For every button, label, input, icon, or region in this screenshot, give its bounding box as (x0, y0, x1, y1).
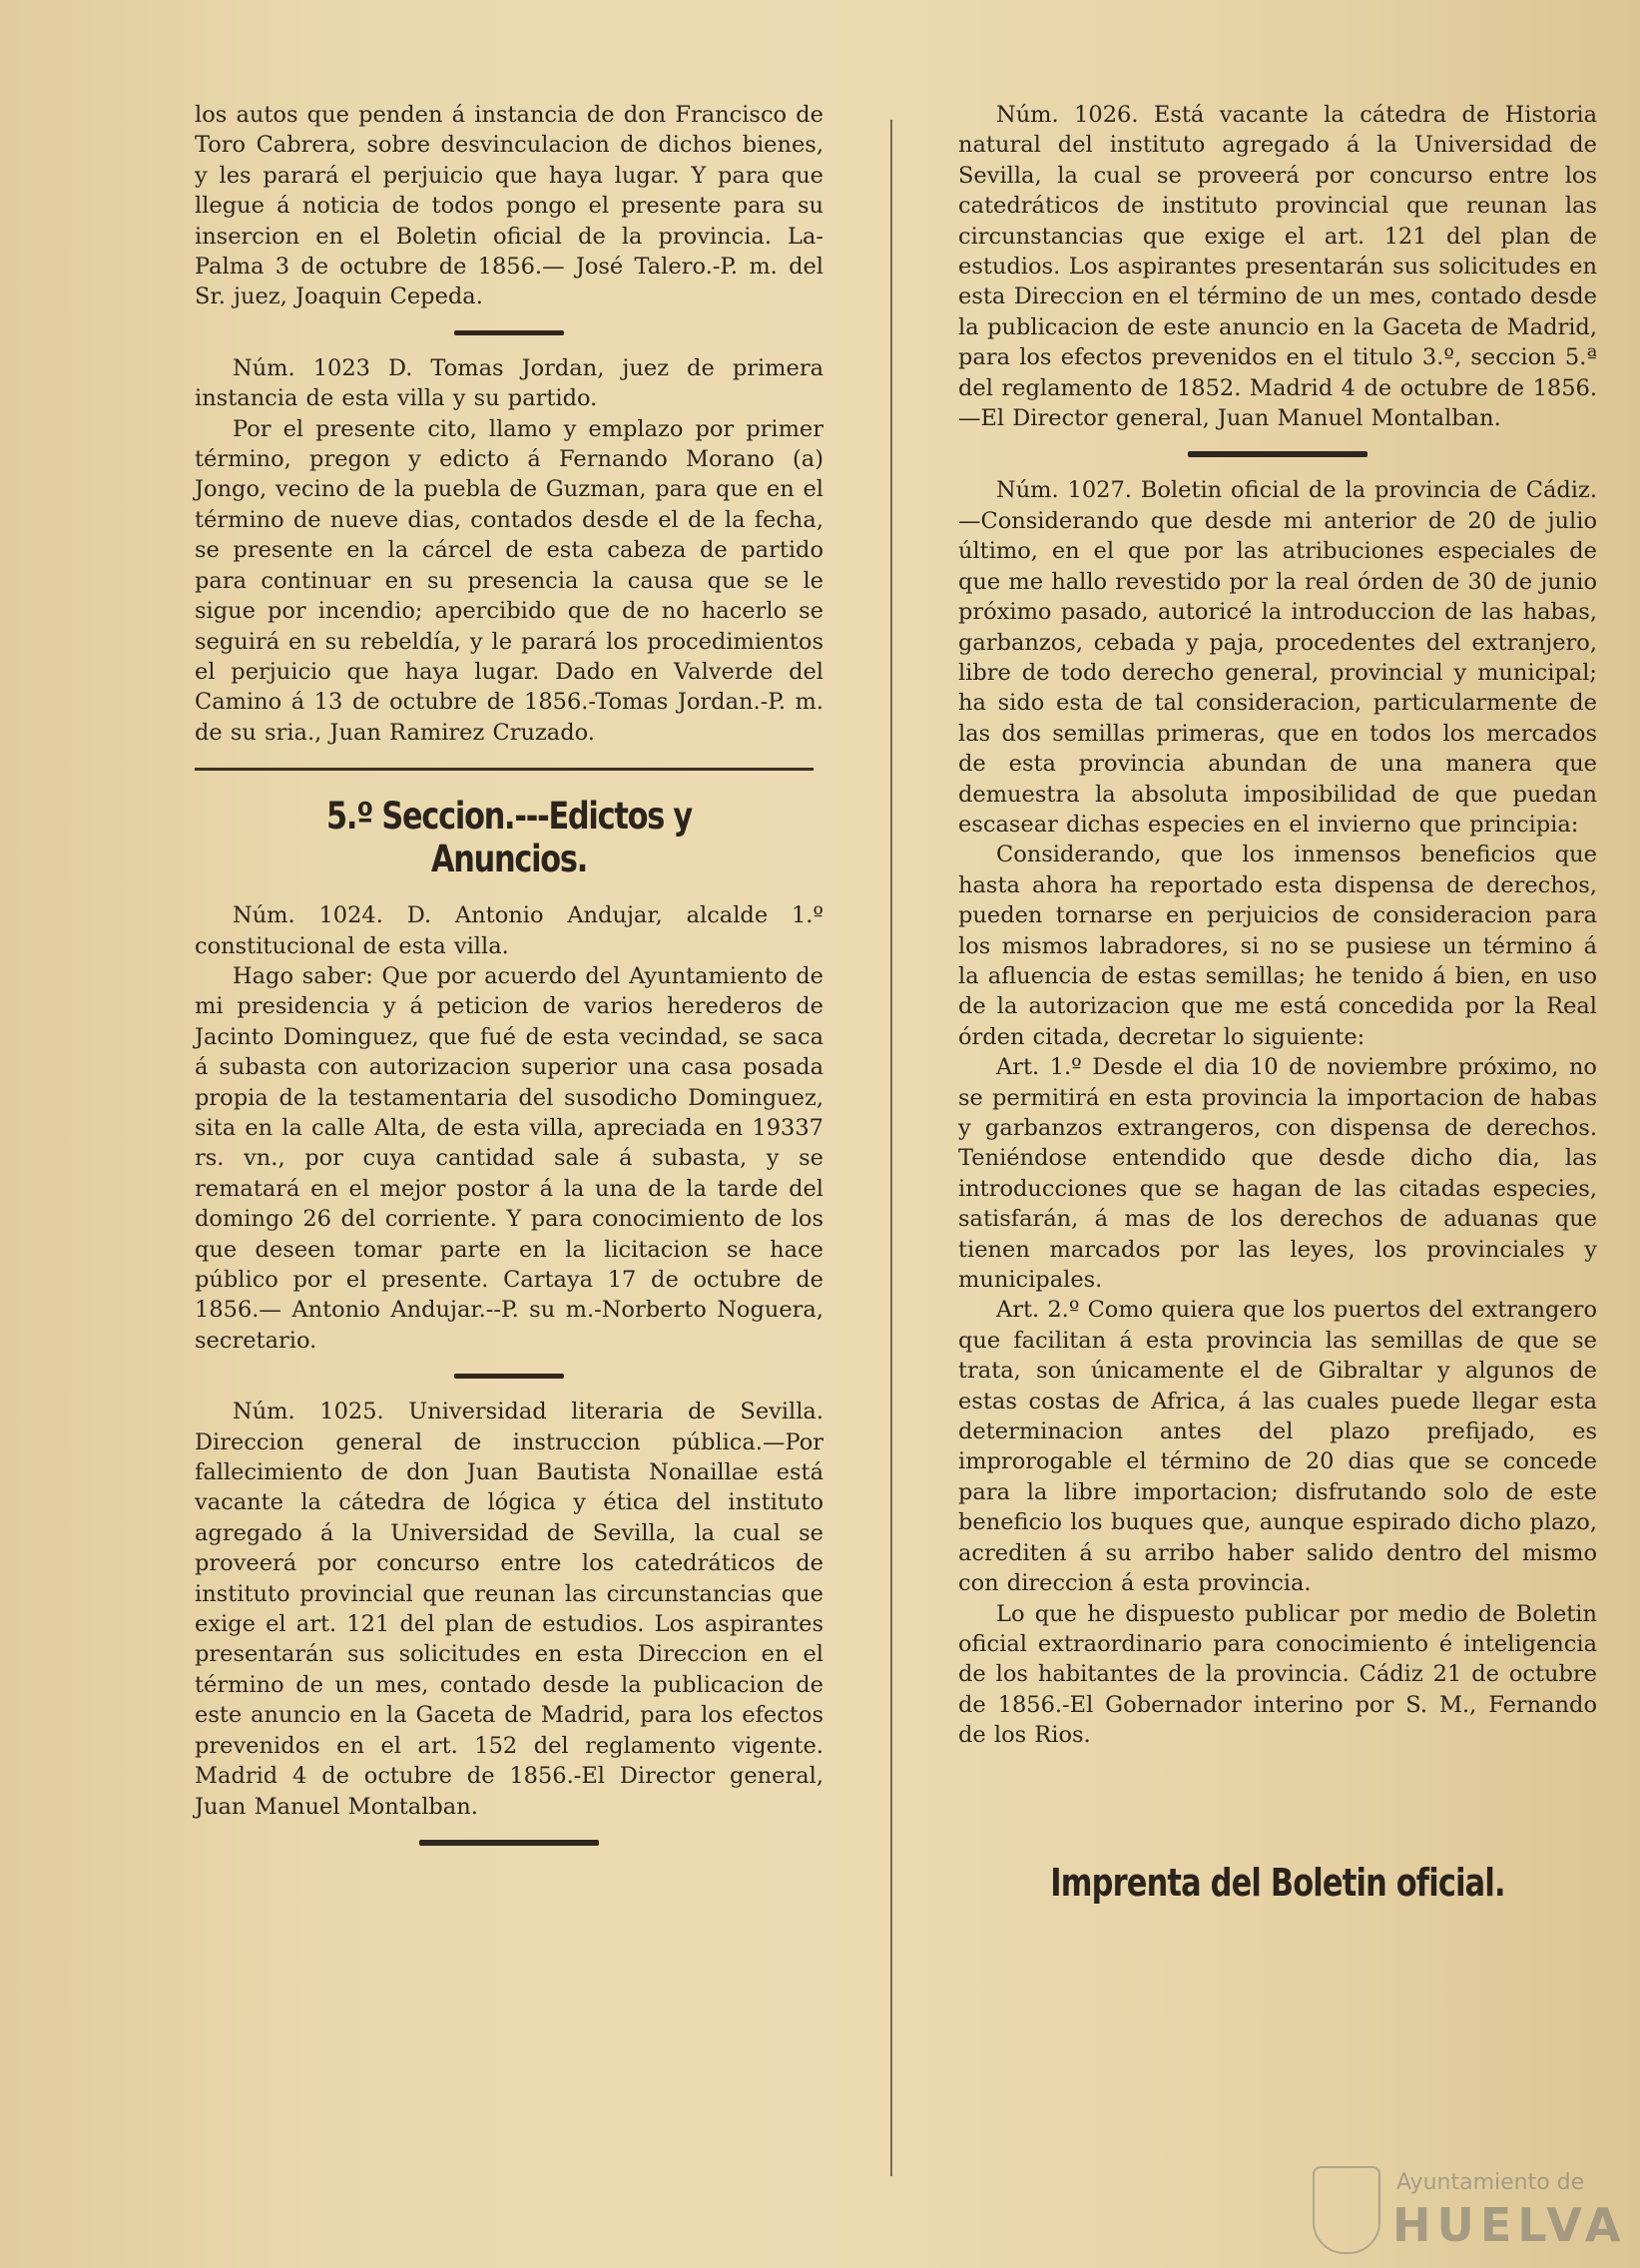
notice-1025-text: Universidad literaria de Sevilla. Direccion general de instruccion pública.—Por fallecimiento de don Juan Bautista Nonaillae está vacante la cátedra de lógica y ética del instituto agregado á la Universidad de Sevilla, la cual se proveerá por concurso entre los catedráticos de instituto provincial que reunan las circunstancias que exige el art. 121 del plan de estudios. Los aspirantes presentarán sus solicitudes en esta Direccion en el término de un mes, contado desde la publicacion de este anuncio en la Gaceta de Madrid, para los efectos prevenidos en el art. 152 del reglamento vigente. Madrid 4 de octubre de 1856.-El Director general, Juan Manuel Montalban. (195, 1399, 823, 1820)
notice-1024-number: Núm. 1024. (233, 902, 383, 929)
section-title: 5.º Seccion.---Edictos y Anuncios. (326, 795, 692, 881)
notice-1024-header (195, 900, 823, 961)
notice-1027-text: Boletin oficial de la provincia de Cádiz.—Considerando que desde mi anterior de 20 de julio último, en el que por las atribuciones especiales de que me hallo revestido por la real órden de 30 de junio próximo pasado, autoricé la introduccion de las habas, garbanzos, cebada y paja, procedentes del extranjero, libre de todo derecho general, provincial y municipal; ha sido esta de tal consideracion, particularmente de las dos semillas primeras, que en todos los mercados de esta provincia abundan de una manera que demuestra la absoluta imposibilidad de que puedan escasear dichas especies en el invierno que principia: (958, 477, 1597, 838)
watermark-small-text: Ayuntamiento de (1396, 2170, 1585, 2195)
notice-1023-body: Por el presente cito, llamo y emplazo por primer término, pregon y edicto á Fernando Morano (a) Jongo, vecino de la puebla de Guzman, para que en el término de nueve dias, contados desde el de la fecha, se presente en la cárcel de esta cabeza de partido para continuar en su presencia la causa que se le sigue por incendio; apercibido que de no hacerlo se seguirá en su rebeldía, y le parará los procedimientos el perjuicio que haya lugar. Dado en Valverde del Camino á 13 de octubre de 1856.-Tomas Jordan.-P. m. de su sria., Juan Ramirez Cruzado. (195, 415, 823, 746)
article-1 (958, 1052, 1597, 1295)
notice-1027-number: Núm. 1027. (996, 477, 1132, 504)
article-2-number: Art. 2.º (996, 1297, 1080, 1324)
notice-1026-body (958, 100, 1597, 433)
notice-1027-considerando: Considerando, que los inmensos beneficios que hasta ahora ha reportado esta dispensa de derechos, pueden tornarse en perjuicios de consideracion para los mismos labradores, si no se pusiese un término á la afluencia de estas semillas; he tenido á bien, en uso de la autorizacion que me está concedida por la Real órden citada, decretar lo siguiente: (958, 842, 1597, 1050)
article-2 (958, 1295, 1597, 1598)
left-column (195, 100, 823, 1864)
notice-1027-intro (958, 475, 1597, 840)
ornament-separator (1188, 451, 1367, 457)
notice-1027-closing: Lo que he dispuesto publicar por medio de Boletin oficial extraordinario para conocimiento é inteligencia de los habitantes de la provincia. Cádiz 21 de octubre de 1856.-El Gobernador interino por S. M., Fernando de los Rios. (958, 1600, 1597, 1749)
notice-1023-header (195, 353, 823, 414)
archive-watermark (1313, 2166, 1627, 2256)
notice-1023-heading: D. Tomas Jordan, juez de primera instancia de esta villa y su partido. (195, 354, 823, 412)
column-divider (890, 120, 892, 2176)
notice-1026-number: Núm. 1026. (996, 102, 1139, 128)
coat-of-arms-icon (1313, 2166, 1380, 2254)
ornament-separator (419, 1840, 599, 1846)
notice-1023-number: Núm. 1023 (233, 354, 370, 381)
notice-1025-number: Núm. 1025. (233, 1399, 384, 1425)
article-2-text: Como quiera que los puertos del extrangero que facilitan á esta provincia las semillas de que se trata, son únicamente el de Gibraltar y algunos de estas costas de Africa, á las cuales puede llegar esta determinacion antes del plazo prefijado, es improrogable el término de 20 dias que se concede para la libre importacion; disfrutando solo de este beneficio los buques que, aunque espirado dicho plazo, acrediten á su arribo haber salido dentro del mismo con direccion á esta provincia. (958, 1297, 1597, 1597)
watermark-big-text: HUELVA (1392, 2198, 1627, 2252)
ornament-separator (454, 330, 564, 335)
printer-imprint: Imprenta del Boletin oficial. (1050, 1860, 1505, 1905)
article-1-text: Desde el dia 10 de noviembre próximo, no se permitirá en esta provincia la importacion de habas y garbanzos extrangeros, con dispensa de derechos. Teniéndose entendido que desde dicho dia, las introducciones que se hagan de las citadas especies, satisfarán, á mas de los derechos de aduanas que tienen marcados por las leyes, los provinciales y municipales. (958, 1054, 1597, 1294)
notice-1025-body (195, 1397, 823, 1822)
article-1-number: Art. 1.º (996, 1054, 1082, 1081)
section-rule (195, 768, 814, 771)
notice-1026-text: Está vacante la cátedra de Historia natural del instituto agregado á la Universidad de Sevilla, la cual se proveerá por concurso entre los catedráticos de instituto provincial que reunan las circunstancias que exige el art. 121 del plan de estudios. Los aspirantes presentarán sus solicitudes en esta Direccion en el término de un mes, contado desde la publicacion de este anuncio en la Gaceta de Madrid, para los efectos prevenidos en el titulo 3.º, seccion 5.ª del reglamento de 1852. Madrid 4 de octubre de 1856.—El Director general, Juan Manuel Montalban. (958, 102, 1598, 432)
notice-1024-body: Hago saber: Que por acuerdo del Ayuntamiento de mi presidencia y á peticion de varios herederos de Jacinto Dominguez, que fué de esta vecindad, se saca á subasta con autorizacion superior una casa posada propia de la testamentaria del susodicho Dominguez, sita en la calle Alta, de esta villa, apreciada en 19337 rs. vn., por cuya cantidad sale á subasta, y se rematará en el mejor postor á la una de la tarde del domingo 26 del corriente. Y para conocimiento de los que deseen tomar parte en la licitacion se hace público por el presente. Cartaya 17 de octubre de 1856.— Antonio Andujar.--P. su m.-Norberto Noguera, secretario. (195, 962, 823, 1354)
ornament-separator (454, 1374, 564, 1379)
right-column (958, 100, 1597, 1905)
continued-edict-text: los autos que penden á instancia de don Francisco de Toro Cabrera, sobre desvinculacion de dichos bienes, y les parará el perjuicio que haya lugar. Y para que llegue á noticia de todos pongo el presente para su insercion en el Boletin oficial de la provincia. La-Palma 3 de octubre de 1856.— José Talero.-P. m. del Sr. juez, Joaquin Cepeda. (195, 102, 823, 310)
notice-1024-heading: D. Antonio Andujar, alcalde 1.º constitucional de esta villa. (195, 902, 823, 959)
